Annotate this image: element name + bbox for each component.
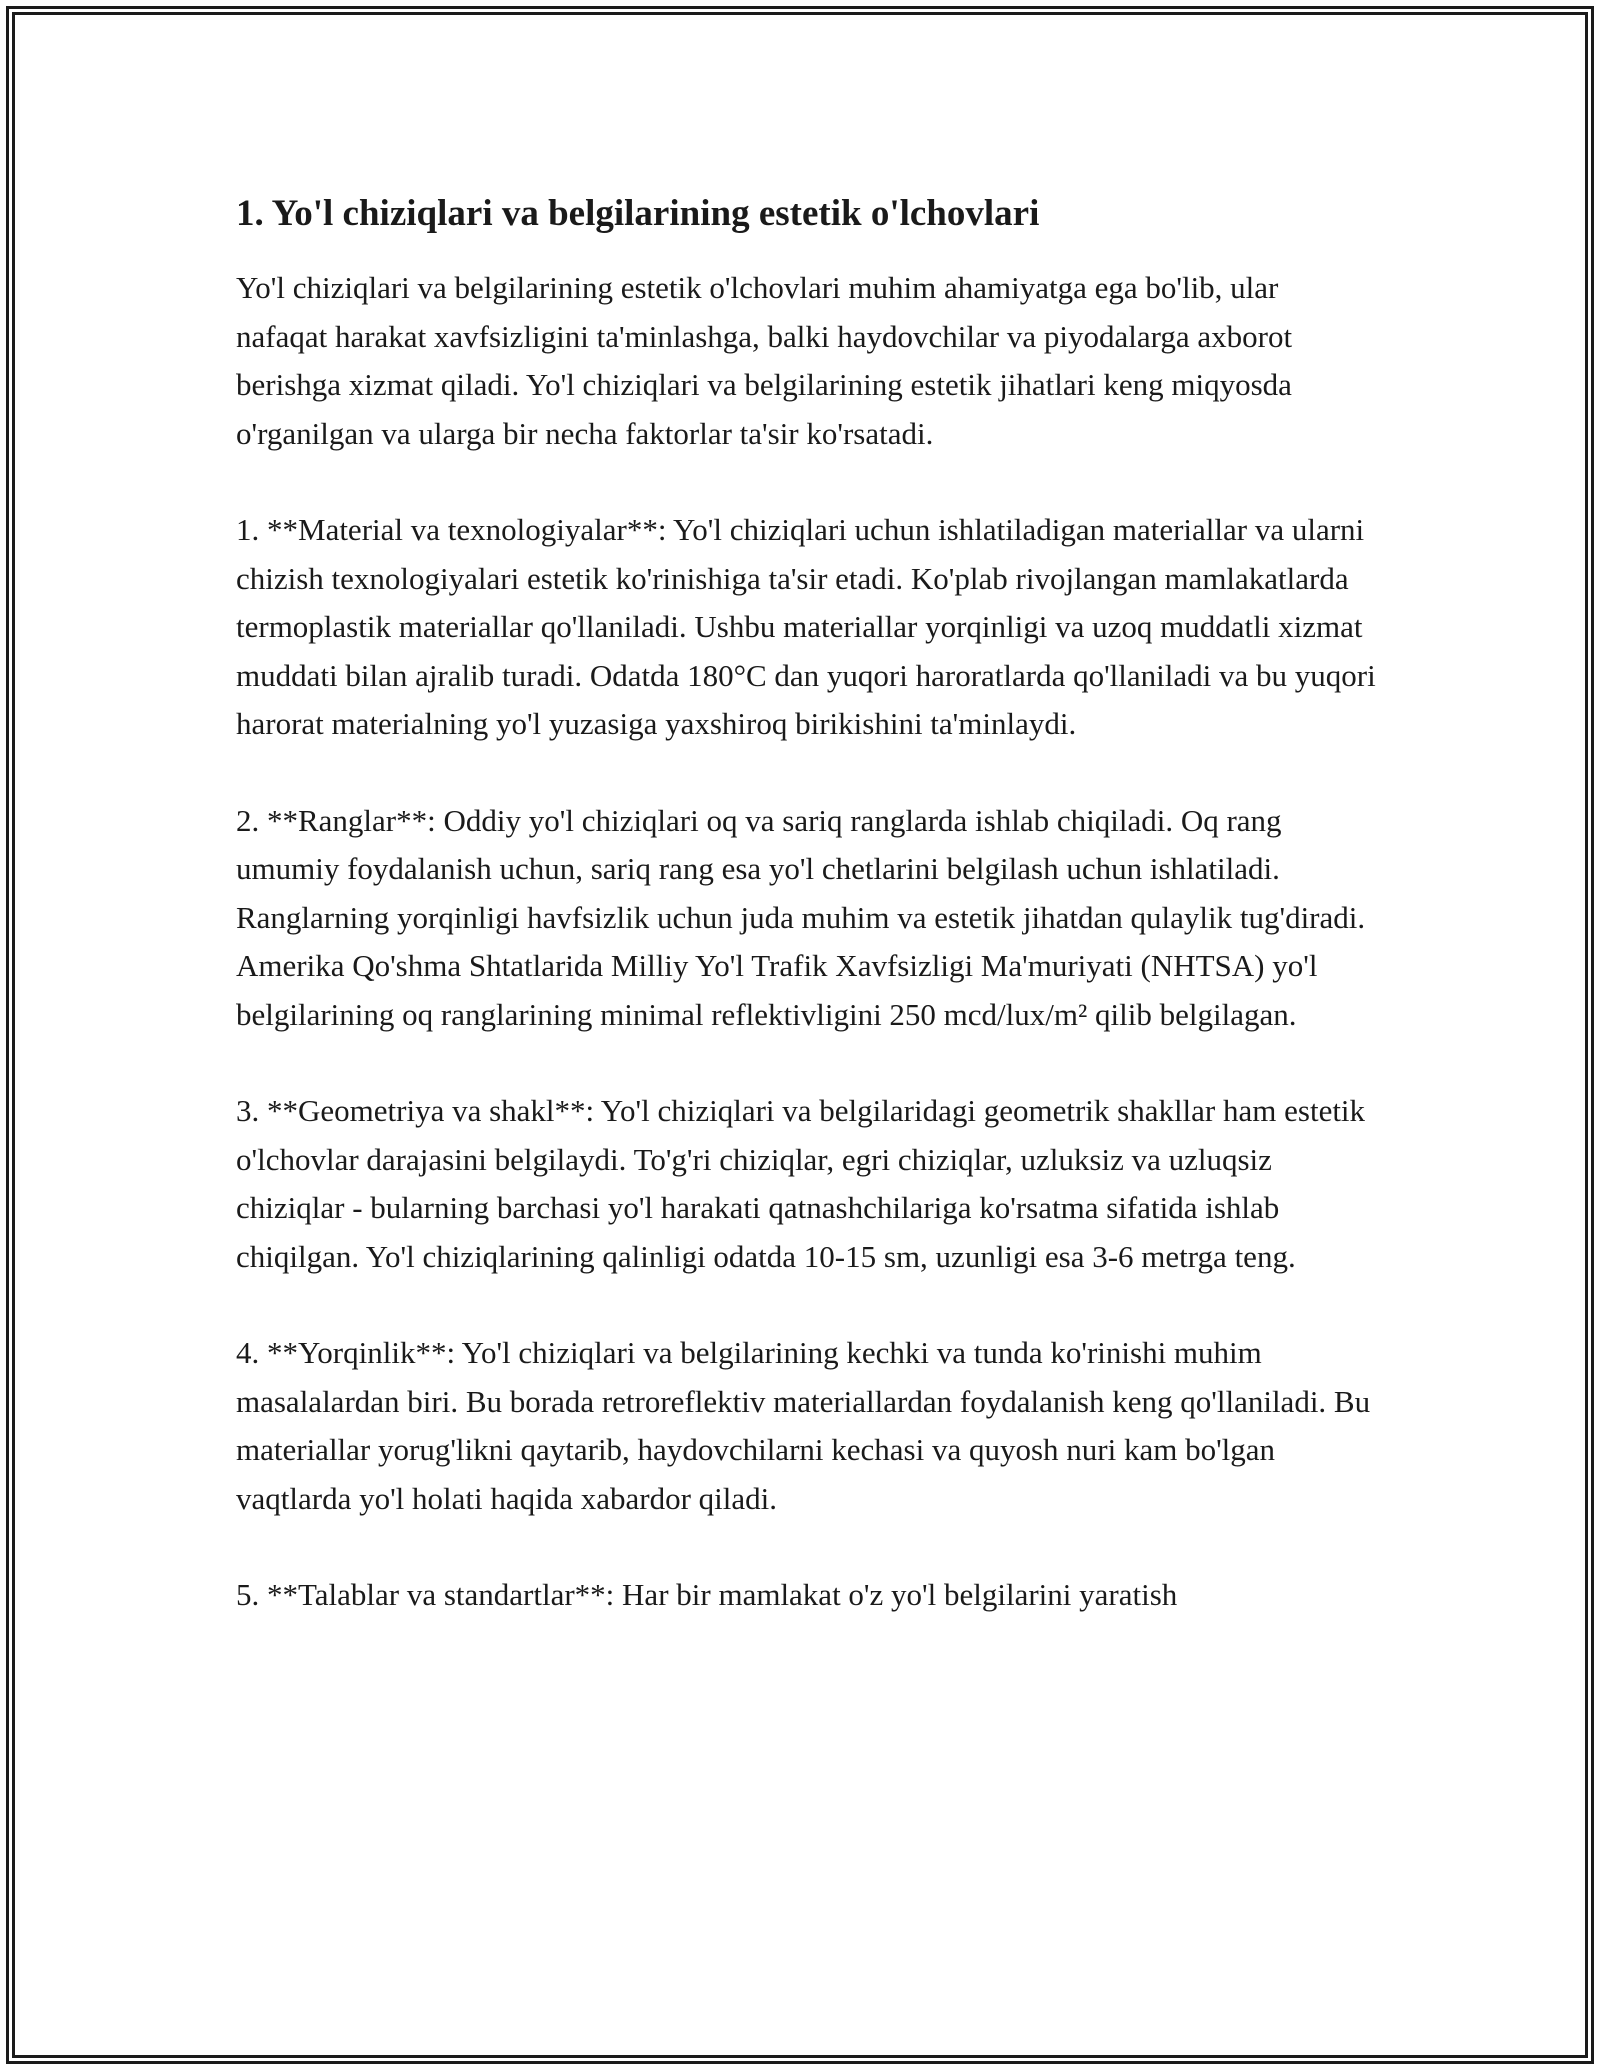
document-heading: 1. Yo'l chiziqlari va belgilarining estetik o'lchovlari xyxy=(236,193,1040,234)
document-body xyxy=(236,186,1376,1620)
intro-paragraph: Yo'l chiziqlari va belgilarining estetik o'lchovlari muhim ahamiyatga ega bo'lib, ular nafaqat harakat xavfsizligini ta'minlashga, balki haydovchilar va piyodalarga axborot berishga xizmat qiladi. Yo'l chiziqlari va belgilarining estetik jihatlari keng miqyosda o'rganilgan va ularga bir necha faktorlar ta'sir ko'rsatadi. xyxy=(236,270,1293,451)
paragraph-brightness: 4. **Yorqinlik**: Yo'l chiziqlari va belgilarining kechki va tunda ko'rinishi muhim masalalardan biri. Bu borada retroreflektiv materiallardan foydalanish keng qo'llaniladi. Bu materiallar yorug'likni qaytarib, haydovchilarni kechasi va quyosh nuri kam bo'lgan vaqtlarda yo'l holati haqida xabardor qiladi. xyxy=(236,1335,1371,1516)
paragraph-geometry: 3. **Geometriya va shakl**: Yo'l chiziqlari va belgilaridagi geometrik shakllar ham estetik o'lchovlar darajasini belgilaydi. To'g'ri chiziqlar, egri chiziqlar, uzluksiz va uzluqsiz chiziqlar - bularning barchasi yo'l harakati qatnashchilariga ko'rsatma sifatida ishlab chiqilgan. Yo'l chiziqlarining qalinligi odatda 10-15 sm, uzunligi esa 3-6 metrga teng. xyxy=(236,1093,1366,1274)
paragraph-colors: 2. **Ranglar**: Oddiy yo'l chiziqlari oq va sariq ranglarda ishlab chiqiladi. Oq rang umumiy foydalanish uchun, sariq rang esa yo'l chetlarini belgilash uchun ishlatiladi. Ranglarning yorqinligi havfsizlik uchun juda muhim va estetik jihatdan qulaylik tug'diradi. Amerika Qo'shma Shtatlarida Milliy Yo'l Trafik Xavfsizligi Ma'muriyati (NHTSA) yo'l belgilarining oq ranglarining minimal reflektivligini 250 mcd/lux/m² qilib belgilagan. xyxy=(236,802,1366,1032)
paragraph-standards: 5. **Talablar va standartlar**: Har bir mamlakat o'z yo'l belgilarini yaratish xyxy=(236,1577,1178,1612)
paragraph-material: 1. **Material va texnologiyalar**: Yo'l chiziqlari uchun ishlatiladigan materiallar va ularni chizish texnologiyalari estetik ko'rinishiga ta'sir etadi. Ko'plab rivojlangan mamlakatlarda termoplastik materiallar qo'llaniladi. Ushbu materiallar yorqinligi va uzoq muddatli xizmat muddati bilan ajralib turadi. Odatda 180°C dan yuqori haroratlarda qo'llaniladi va bu yuqori harorat materialning yo'l yuzasiga yaxshiroq birikishini ta'minlaydi. xyxy=(236,512,1376,741)
